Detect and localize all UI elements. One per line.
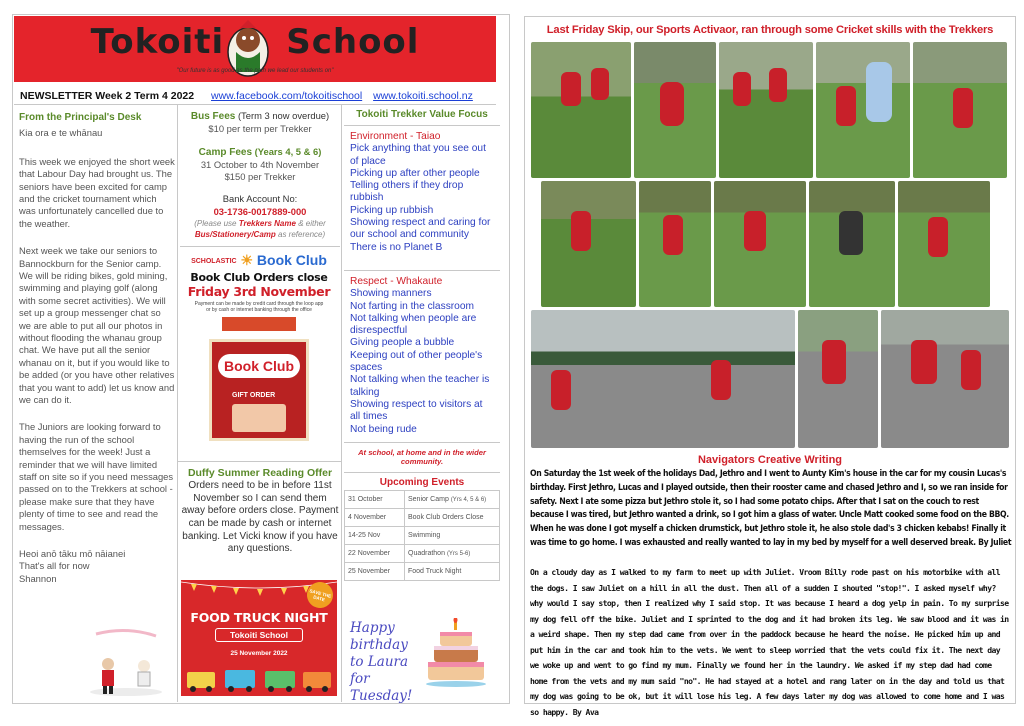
cricket-photo (798, 310, 878, 448)
bookclub-gift-label: GIFT ORDER (232, 392, 276, 399)
newsletter-line (20, 90, 496, 102)
cricket-photo (719, 42, 813, 178)
save-the-date-sticker: SAVE THE DATE (304, 580, 336, 611)
principal-signoff-1: Heoi anō tāku mō nāianei (19, 548, 126, 560)
bookclub-red-strip (222, 317, 296, 331)
event-row (345, 562, 500, 580)
bookclub-line-1: Book Club Orders close (190, 271, 328, 284)
respect-item-6: Not talking when the teacher is talking (350, 374, 490, 398)
event-name: Food Truck Night (405, 562, 500, 580)
newsline-divider (14, 104, 496, 105)
environment-item-3: Telling others if they drop rubbish (350, 180, 464, 204)
bank-reference: (Please use Trekkers Name & either Bus/Stationery/Camp as reference) (194, 219, 326, 240)
bookclub-title: Book Club (256, 252, 327, 268)
bus-fees-heading: Bus Fees (Term 3 now overdue) (190, 110, 330, 122)
school-name-right: School (286, 22, 420, 62)
bookclub-small-print: Payment can be made by credit card through the loop app or by cash or internet banking through the office (194, 301, 324, 313)
navigators-story-2: On a cloudy day as I walked to my farm to meet up with Juliet. Vroom Billy rode past on his motorbike with all the dogs. I saw Juliet on a hill in all the dust. Then all of a sudden I shouted "stop!". I asked myself why? why would I say stop, then I realized why I said stop. It was because I heard a dog yelp in pain. To my surprise my dog fell off the bike. Juliet and I sprinted to the dog and it had broken its leg. We saw blood and it was in a weird shape. Then my step dad came from over in the paddock because he heard the noise. He picked him up and put him in the car and took him to the vets. We went to sleep worried that the vets could fix it. The next day we woke up and went to go find my mum. Finally we found her in the laundry. We asked if my step dad had come home from the vets and my mum said "no". He had stayed at a hotel and rang later on in the day and told us that my dog was going to be ok, but it will lose his leg. A few days later my dog was allowed to come home and I was so happy. By Ava (530, 567, 1009, 717)
newsletter-issue: NEWSLETTER Week 2 Term 4 2022 (20, 90, 195, 102)
bookclub-block (182, 252, 336, 456)
event-name: Senior Camp (Yrs 4, 5 & 6) (405, 490, 500, 508)
principal-paragraph-2: Next week we take our seniors to Bannockburn for the Senior camp. We will be riding bikes, gold mining, swimming and playing golf (along with some secret activities). We will set up a group messenger chat so we are able to put all our photos in without flooding the whanau group chat. We have put all the senior whanau on it, but if you would like to be added (or you have other relatives that you want to add) let us know and we can do it. (19, 245, 175, 406)
cricket-kids-illustration (86, 628, 166, 698)
bank-number: 03-1736-0017889-000 (213, 205, 307, 217)
event-date: 14-25 Nov (345, 526, 405, 544)
duffy-body: Orders need to be in before 11st November so I can send them away before orders close. Payment can be made by cash or internet banking. Let Vicki know if you have any questions. (181, 480, 339, 555)
environment-item-1: Pick anything that you see out of place (350, 143, 486, 167)
website-link[interactable]: www.tokoiti.school.nz (373, 90, 473, 102)
environment-item-2: Picking up after other people (350, 167, 480, 179)
principal-paragraph-1: This week we enjoyed the short week that Labour Day had brought us. The seniors have been excited for camp and the cricket tournament which was unfortunately cancelled due to the weather. (19, 155, 175, 229)
principal-signoff-2: That's all for now (19, 560, 90, 572)
events-table (344, 490, 500, 581)
values-column (344, 108, 500, 700)
values-tagline: At school, at home and in the wider community. (358, 447, 486, 467)
respect-section (344, 271, 500, 436)
cricket-photo (898, 181, 990, 307)
environment-item-5: Showing respect and caring for our school and community (350, 217, 491, 241)
bookclub-cover (209, 339, 309, 441)
principal-signoff-3: Shannon (19, 572, 57, 584)
event-date: 31 October (345, 490, 405, 508)
navigators-story-1: On Saturday the 1st week of the holidays Dad, Jethro and I went to Aunty Kim's house in the car for my cousin Lucas's birthday. First Jethro, Lucas and I played outside, then their rooster came and chased Jethro and I, so we ran inside for safety. Next I ate some pizza but Jethro stole it, so I had some potato chips. After that I sat on the couch to rest because I was tired, but Jethro wanted a drink, so I got him a glass of water. Uncle Matt cooked some food on the BBQ. When he was done I got myself a chicken drumstick, but Jethro stole it, he also stole dad's 3 chicken kebabs! Finally it was time to go home. I was exhausted and really wanted to lay in my bed by myself for a well deserved break. By Juliet (530, 469, 1012, 548)
event-date: 4 November (345, 508, 405, 526)
event-row (345, 490, 500, 508)
respect-heading: Respect - Whakaute (350, 275, 443, 287)
event-name: Book Club Orders Close (405, 508, 500, 526)
respect-item-5: Keeping out of other people's spaces (350, 349, 483, 374)
cricket-photo (714, 181, 806, 307)
event-name: Swimming (405, 526, 500, 544)
duffy-block (181, 467, 339, 556)
environment-item-6: There is no Planet B (350, 241, 443, 253)
scholastic-label: SCHOLASTIC (191, 257, 237, 265)
cricket-photo (531, 310, 795, 448)
foodtruck-date: 25 November 2022 (230, 650, 288, 657)
birthday-message: Happy birthday to Laura for Tuesday! (350, 620, 413, 704)
events-heading: Upcoming Events (379, 476, 465, 488)
respect-item-7: Showing respect to visitors at all times (350, 398, 483, 423)
camp-fees-heading: Camp Fees (Years 4, 5 & 6) (198, 145, 322, 158)
facebook-link[interactable]: www.facebook.com/tokoitischool (211, 90, 363, 102)
sun-icon: ☀ (240, 252, 254, 268)
camp-fees-price: $150 per Trekker (224, 171, 296, 183)
bookclub-brand (182, 252, 336, 269)
duffy-heading: Duffy Summer Reading Offer (187, 467, 333, 479)
cricket-heading: Last Friday Skip, our Sports Activaor, ran through some Cricket skills with the Trekkers (546, 24, 994, 36)
event-row (345, 526, 500, 544)
cricket-photo (809, 181, 895, 307)
cricket-photo (634, 42, 716, 178)
bookclub-line-2: Friday 3rd November (187, 284, 331, 299)
respect-item-8: Not being rude (350, 423, 417, 435)
camp-fees-dates: 31 October to 4th November (200, 158, 320, 170)
environment-item-4: Picking up rubbish (350, 204, 434, 216)
environment-heading: Environment - Taiao (350, 131, 441, 142)
foodtruck-title: FOOD TRUCK NIGHT (190, 610, 328, 625)
school-motto: "Our future is as good as the path we lead our students on" (176, 68, 334, 74)
values-heading: Tokoiti Trekker Value Focus (356, 109, 488, 120)
respect-item-4: Giving people a bubble (350, 337, 455, 349)
event-date: 25 November (345, 562, 405, 580)
principal-column (19, 112, 175, 700)
respect-item-2: Not farting in the classroom (350, 300, 475, 312)
event-row (345, 508, 500, 526)
foodtruck-poster (181, 580, 337, 696)
column-divider-1 (177, 104, 178, 702)
cricket-photo (541, 181, 636, 307)
birthday-cake-icon (426, 618, 486, 688)
respect-item-3: Not talking when people are disrespectful (350, 312, 477, 337)
respect-item-1: Showing manners (350, 288, 432, 300)
food-trucks-illustration (181, 666, 337, 694)
foodtruck-school: Tokoiti School (215, 628, 303, 642)
bookclub-divider (180, 246, 340, 247)
bookclub-cover-badge: Book Club (218, 354, 300, 378)
bank-label: Bank Account No: (222, 193, 298, 205)
cricket-photo (639, 181, 711, 307)
bookclub-gift-card (232, 404, 286, 432)
event-row (345, 544, 500, 562)
event-name: Quadrathon (Yrs 5-6) (405, 544, 500, 562)
principal-heading: From the Principal's Desk (19, 112, 142, 123)
cricket-photo (531, 42, 631, 178)
navigators-heading: Navigators Creative Writing (697, 454, 843, 466)
event-date: 22 November (345, 544, 405, 562)
principal-greeting: Kia ora e te whānau (19, 127, 103, 139)
cricket-photo (816, 42, 910, 178)
duffy-divider (178, 461, 341, 462)
school-name-left: Tokoiti (90, 22, 225, 62)
cricket-photo (881, 310, 1009, 448)
header-banner (14, 16, 496, 82)
environment-section (344, 126, 500, 254)
cricket-photo (913, 42, 1007, 178)
bus-fees-price: $10 per term per Trekker (208, 123, 312, 135)
principal-paragraph-3: The Juniors are looking forward to having the run of the school themselves for the week! Just a reminder that we will have limited staff on site so if you need messages passed on to the Trekkers at school - please make sure that they have plenty of time to see and read the messages. (19, 421, 174, 532)
column-divider-2 (341, 104, 342, 702)
